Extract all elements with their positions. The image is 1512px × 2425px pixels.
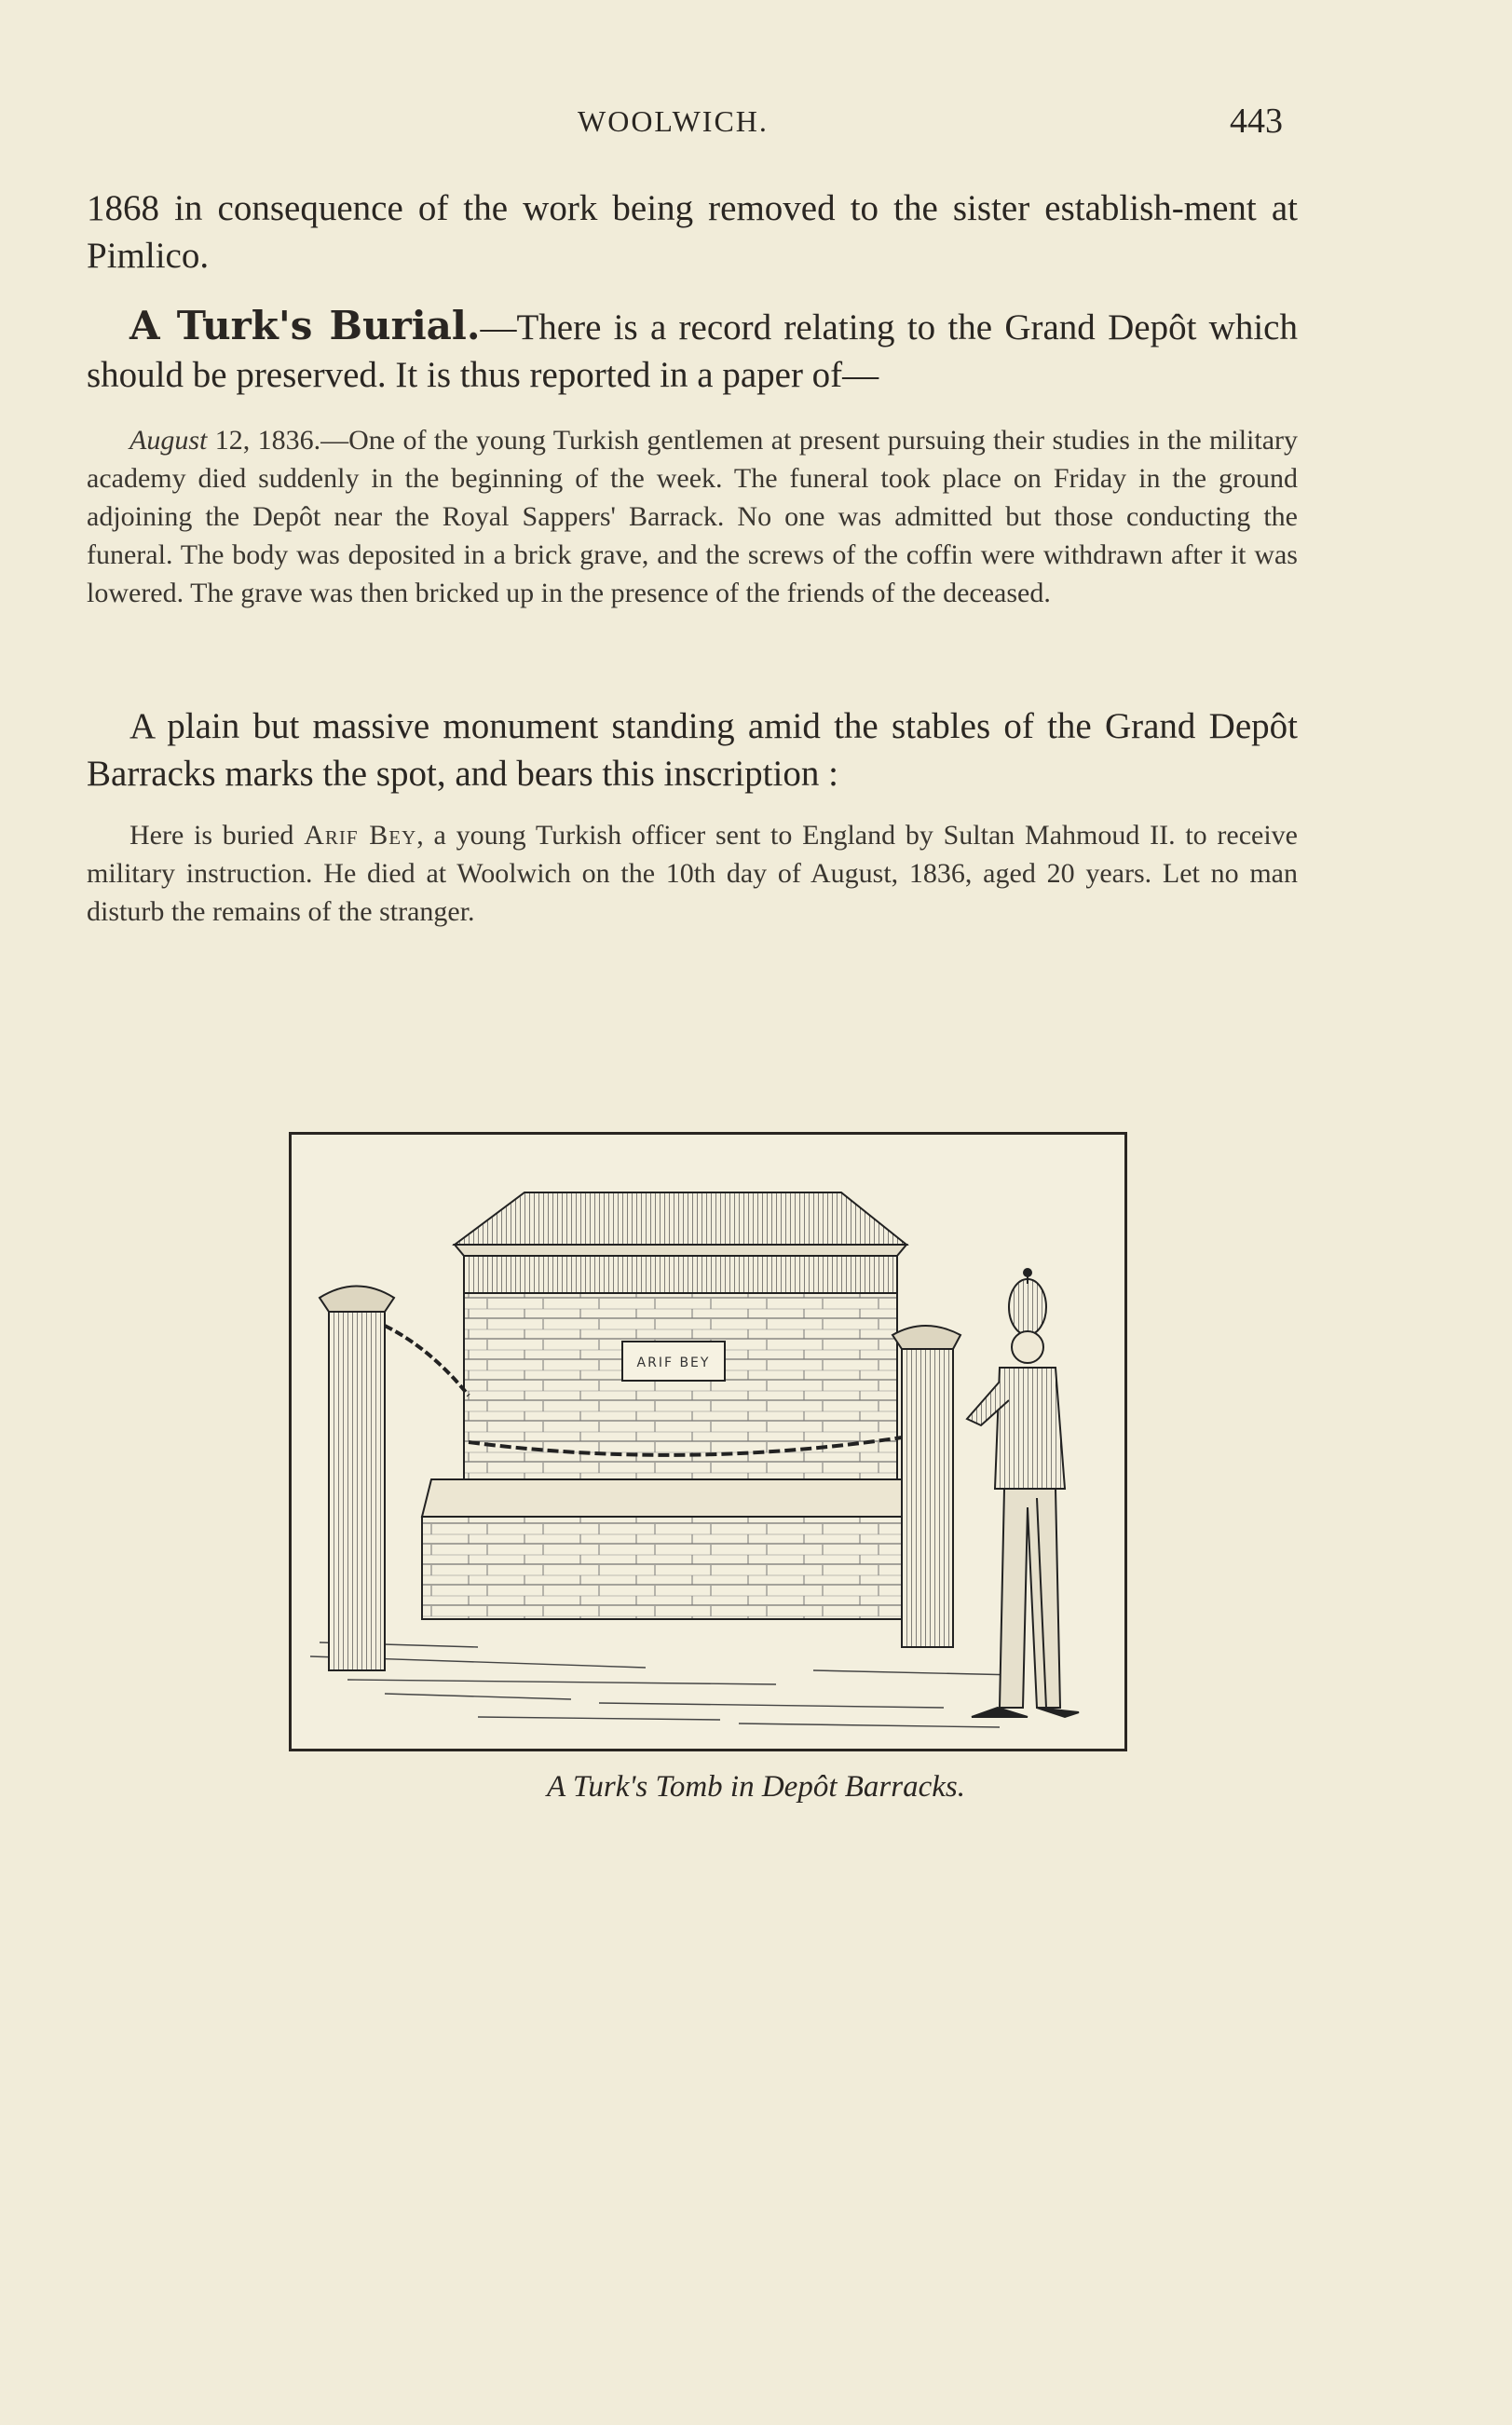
running-head	[0, 104, 1512, 151]
tomb-plinth	[422, 1517, 934, 1619]
running-title: WOOLWICH.	[578, 104, 769, 138]
chain-left	[385, 1326, 469, 1396]
tomb-cornice	[464, 1256, 897, 1293]
paragraph-continuation: 1868 in consequence of the work being removed to the sister establish-ment at Pimlico.	[87, 188, 1298, 276]
ground-hatching	[310, 1642, 1018, 1727]
inscription-name: Arif Bey	[304, 820, 417, 851]
report-date: August	[129, 425, 208, 456]
paragraph-turks-burial	[87, 302, 1298, 399]
paragraph-text: A plain but massive monument standing amid the stables of the Grand Depôt Barracks marks the spot, and bears this inscription :	[87, 706, 1298, 794]
tomb-body	[464, 1293, 897, 1479]
page-number: 443	[1230, 102, 1283, 141]
tablet-text: ARIF BEY	[636, 1356, 711, 1370]
inscription	[87, 816, 1298, 931]
quoted-report	[87, 421, 1298, 612]
tomb-illustration	[289, 1132, 1127, 1751]
inscription-text-start: Here is buried	[129, 820, 305, 851]
report-text: 12, 1836.—One of the young Turkish gentlemen at present pursuing their studies in the military academy died suddenly in the beginning of the week. The funeral took place on Friday in the ground adjoining the Depôt near the Royal Sappers' Barrack. No one was admitted but those conducting the funeral. The body was deposited in a brick grave, and the screws of the coffin were withdrawn after it was lowered. The grave was then bricked up in the presence of the friends of the deceased.	[87, 425, 1298, 608]
paragraph-monument	[87, 702, 1298, 797]
section-heading: A Turk's Burial.	[129, 303, 481, 348]
paragraph-text: —There is a record relating to the Grand Depôt which should be preserved. It is thus reported in a paper of—	[87, 307, 1298, 395]
tomb-engraving	[292, 1135, 1124, 1749]
left-post	[329, 1312, 385, 1670]
inscription-text-end: , a young Turkish officer sent to England by Sultan Mahmoud II. to receive military instruction. He died at Woolwich on the 10th day of August, 1836, aged 20 years. Let no man disturb the remains of the stranger.	[87, 820, 1298, 927]
soldier-figure	[967, 1269, 1079, 1717]
tomb-roof	[455, 1192, 906, 1245]
right-post	[902, 1349, 953, 1647]
figure-caption: A Turk's Tomb in Depôt Barracks.	[547, 1770, 965, 1804]
